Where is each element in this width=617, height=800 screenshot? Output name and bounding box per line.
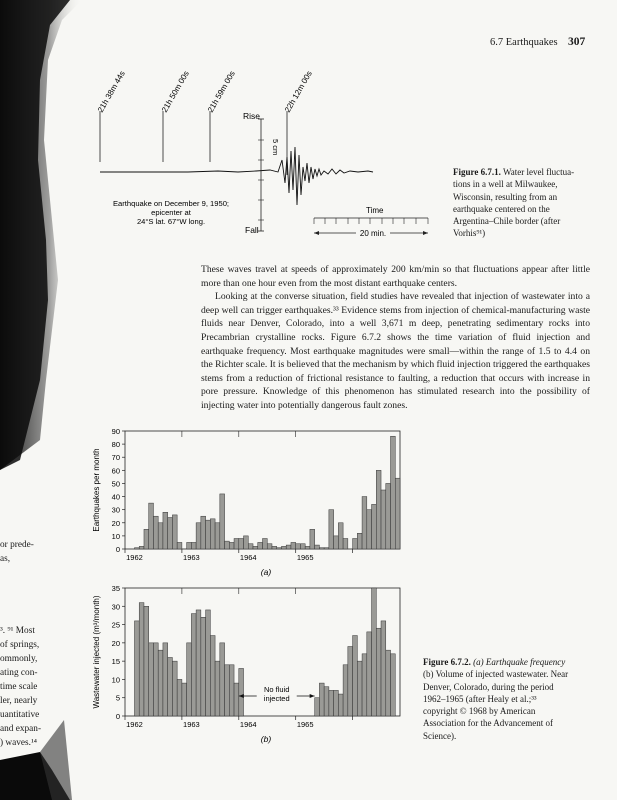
paragraph: Looking at the converse situation, field studies have revealed that injection of wastewater into a deep well can trigger earthquakes.³³ Evidence stems from injection of chemical-manufacturing waste fluids near Denver, Colorado, into a well 3,671 m deep, penetrating sedimentary rocks into Precambrian crystalline rocks. Figure 6.7.2 shows the time variation of fluid injection and earthquake frequency. Most earthquake magnitudes were small—within the range of 1.5 to 4.4 on the Richter scale. It is believed that the mechanism by which fluid injection triggered the earthquakes stems from a reduction of frictional resistance to faulting, a reduction that occurs with increase in pore pressure. Knowledge of this phenomenon has stimulated research into the possibility of injecting water into potentially dangerous fault zones.: [201, 291, 590, 411]
left-margin-fragment: as,: [0, 554, 11, 564]
bar: [144, 606, 149, 716]
bar: [244, 536, 249, 549]
water-level-trace: [100, 147, 373, 205]
bar: [220, 643, 225, 716]
bar: [168, 657, 173, 716]
y-tick-label: 15: [111, 657, 120, 667]
bar: [267, 544, 272, 549]
y-tick-label: 35: [111, 584, 120, 593]
event-note-line: 24°S lat. 67°W long.: [136, 217, 206, 226]
bar: [357, 533, 362, 549]
bar: [153, 643, 158, 716]
x-tick-label: 1963: [183, 720, 200, 729]
left-margin-fragment: ) waves.¹⁴: [0, 738, 38, 748]
bar: [286, 545, 291, 549]
bar: [134, 548, 139, 549]
bar: [163, 512, 168, 549]
caption-label: Figure 6.7.1.: [453, 167, 501, 177]
bar: [343, 539, 348, 549]
bar: [229, 542, 234, 549]
bar: [191, 542, 196, 549]
bar: [324, 687, 329, 716]
bar: [353, 539, 358, 549]
x-tick-label: 1965: [296, 553, 314, 562]
left-margin-fragment: ating con-: [0, 668, 38, 678]
figure-6-7-1-caption: [453, 166, 613, 240]
x-tick-label: 1962: [126, 553, 143, 562]
bar: [134, 621, 139, 716]
bar: [338, 694, 343, 716]
caption-line: Water level fluctua-: [502, 167, 575, 177]
y-tick-label: 0: [115, 712, 120, 721]
bar: [149, 643, 154, 716]
time-label: 21h 50m 00s: [159, 69, 191, 114]
y-tick-label: 60: [111, 466, 120, 476]
caption-line: Vorhis⁹¹): [453, 228, 486, 239]
y-tick-label: 20: [111, 518, 120, 528]
y-tick-label: 80: [111, 440, 120, 450]
bar: [177, 679, 182, 716]
left-margin-fragment: of springs,: [0, 640, 40, 650]
running-header-section: 6.7 Earthquakes: [490, 37, 558, 48]
bar: [386, 483, 391, 549]
bar: [296, 544, 301, 549]
rise-label: Rise: [243, 111, 261, 121]
y-axis-label: Earthquakes per month: [92, 448, 101, 532]
caption-line: copyright © 1968 by American: [423, 706, 536, 717]
bar: [206, 520, 211, 549]
bar: [338, 523, 343, 549]
bar: [210, 519, 215, 549]
caption-line: Wisconsin, resulting from an: [453, 191, 558, 202]
caption-line: (b) Volume of injected wastewater. Near: [423, 669, 569, 680]
left-margin-fragment: uantitative: [0, 710, 40, 720]
caption-line: earthquake centered on the: [453, 203, 550, 214]
bar: [168, 518, 173, 549]
bar: [334, 690, 339, 716]
figure-6-7-2a-earthquake-frequency-chart: [85, 425, 415, 583]
x-tick-label: 1962: [126, 720, 143, 729]
bar: [215, 661, 220, 716]
bar: [225, 541, 230, 549]
bar: [300, 544, 305, 549]
bar: [362, 654, 367, 716]
left-margin-fragment: ler, nearly: [0, 696, 38, 706]
bar: [206, 610, 211, 716]
bar: [144, 529, 149, 549]
bar: [229, 665, 234, 716]
bar: [315, 698, 320, 716]
bar: [381, 490, 386, 549]
x-tick-label: 1964: [239, 720, 257, 729]
body-text: [201, 263, 590, 413]
bar: [163, 643, 168, 716]
annotation-text: No fluid: [264, 685, 290, 694]
event-note-line: epicenter at: [151, 208, 191, 217]
caption-line: Science).: [423, 730, 457, 741]
bar: [263, 539, 268, 549]
time-label: 21h 59m 00s: [205, 69, 237, 114]
bar: [305, 546, 310, 549]
left-margin-fragment: or prede-: [0, 540, 34, 550]
caption-line: tions in a well at Milwaukee,: [453, 179, 558, 190]
figure-6-7-1-hydrograph: [88, 55, 438, 255]
bar: [324, 548, 329, 549]
panel-label: (b): [260, 734, 272, 744]
bar: [319, 548, 324, 549]
bar: [381, 621, 386, 716]
bar: [277, 548, 282, 549]
bar: [343, 665, 348, 716]
caption-line: Denver, Colorado, during the period: [423, 681, 554, 692]
y-tick-label: 5: [115, 693, 120, 703]
bar: [201, 617, 206, 716]
bar: [191, 614, 196, 716]
bar: [139, 546, 144, 549]
bar: [234, 683, 239, 716]
bar: [201, 516, 206, 549]
time-span-label: 20 min.: [359, 229, 387, 238]
bar: [210, 636, 215, 716]
y-axis-label: Wastewater injected (m³/month): [92, 595, 101, 709]
x-tick-label: 1963: [183, 553, 200, 562]
page-number: 307: [568, 36, 586, 48]
bar: [239, 539, 244, 549]
bar: [372, 504, 377, 549]
figure-6-7-2b-wastewater-chart: [85, 580, 415, 750]
annotation-text: injected: [263, 694, 290, 703]
bar: [177, 542, 182, 549]
bar: [391, 436, 396, 549]
panel-label: (a): [260, 567, 272, 577]
time-label: 21h 38m 44s: [95, 69, 127, 114]
paragraph: These waves travel at speeds of approximately 200 km/min so that fluctuations appear after little more than one hour even from the most distant earthquake centers.: [201, 264, 590, 289]
bar: [239, 668, 244, 716]
bar: [149, 503, 154, 549]
bar: [334, 536, 339, 549]
caption-line: Association for the Advancement of: [423, 718, 553, 729]
caption-line: 1962–1965 (after Healy et al.;³³: [423, 693, 537, 704]
bar: [158, 650, 163, 716]
bar: [372, 588, 377, 716]
bar: [319, 683, 324, 716]
bar: [281, 546, 286, 549]
left-margin-fragment: and expan-: [0, 724, 42, 734]
bar: [196, 610, 201, 716]
bar: [139, 603, 144, 716]
bar: [172, 515, 177, 549]
bar: [172, 661, 177, 716]
bar: [158, 523, 163, 549]
y-tick-label: 20: [111, 638, 120, 648]
bar: [315, 545, 320, 549]
bar: [187, 643, 192, 716]
y-tick-label: 90: [111, 427, 120, 436]
bar: [386, 650, 391, 716]
bar: [258, 542, 263, 549]
bar: [153, 516, 158, 549]
y-tick-label: 10: [111, 675, 120, 685]
bar: [391, 654, 396, 716]
figure-6-7-2-caption: [423, 656, 613, 742]
bar: [310, 529, 315, 549]
bar: [348, 647, 353, 716]
y-tick-label: 25: [111, 620, 120, 630]
left-margin-fragment: time scale: [0, 682, 38, 692]
bar: [367, 632, 372, 716]
time-label: 22h 12m 00s: [282, 69, 314, 114]
bar: [248, 544, 253, 549]
caption-line: Argentina–Chile border (after: [453, 216, 561, 227]
bar: [329, 690, 334, 716]
y-tick-label: 40: [111, 492, 120, 502]
bar: [196, 523, 201, 549]
x-tick-label: 1965: [296, 720, 314, 729]
y-tick-label: 70: [111, 453, 120, 463]
bar: [182, 683, 187, 716]
bar: [367, 510, 372, 549]
bar: [357, 661, 362, 716]
bar: [362, 497, 367, 549]
bar: [272, 546, 277, 549]
bar: [215, 523, 220, 549]
x-tick-label: 1964: [239, 553, 257, 562]
bar: [187, 542, 192, 549]
bar: [376, 628, 381, 716]
event-note-line: Earthquake on December 9, 1950;: [112, 199, 230, 208]
bar: [376, 470, 381, 549]
scale-label: 5 cm: [271, 139, 280, 156]
y-tick-label: 30: [111, 505, 120, 515]
bar: [220, 494, 225, 549]
bar: [253, 546, 258, 549]
y-tick-label: 10: [111, 531, 120, 541]
bar: [395, 478, 400, 549]
y-tick-label: 50: [111, 479, 120, 489]
time-axis-label: Time: [366, 206, 384, 215]
bar: [225, 665, 230, 716]
time-scale-ticks: [314, 218, 428, 224]
bar: [291, 542, 296, 549]
bar: [353, 636, 358, 716]
left-margin-fragment: ommonly,: [0, 654, 38, 664]
fall-label: Fall: [245, 225, 259, 235]
y-tick-label: 30: [111, 602, 120, 612]
caption-line: (a) Earthquake frequency: [473, 657, 566, 667]
bar: [234, 539, 239, 549]
bar: [329, 510, 334, 549]
caption-label: Figure 6.7.2.: [423, 657, 471, 667]
left-margin-fragment: ³. ⁹¹ Most: [0, 626, 35, 636]
y-tick-label: 0: [115, 545, 120, 554]
